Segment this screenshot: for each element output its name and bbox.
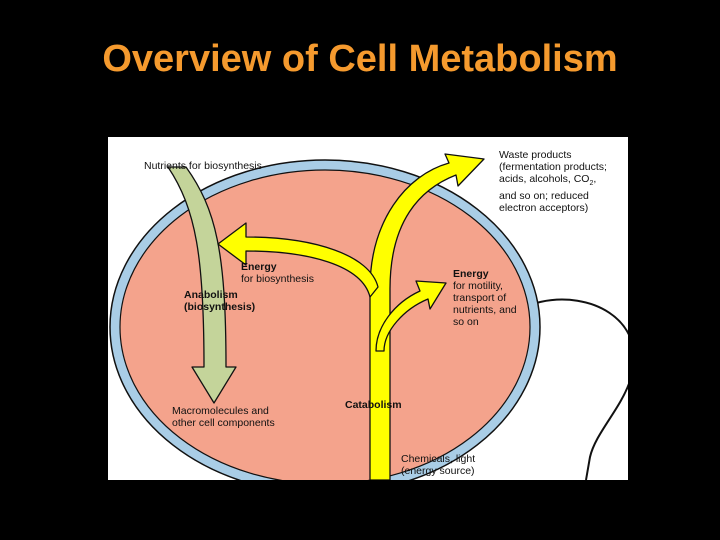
cell-metabolism-diagram bbox=[108, 137, 628, 480]
slide-title: Overview of Cell Metabolism bbox=[102, 38, 618, 80]
energy-biosynthesis-label: Energy for biosynthesis bbox=[241, 261, 314, 285]
waste-products-label: Waste products (fermentation products; acids, alcohols, $CO_2$, and so on; reduced electron acceptors) bbox=[499, 149, 607, 215]
anabolism-label: Anabolism (biosynthesis) bbox=[184, 289, 256, 313]
macromolecules-label: Macromolecules and other cell components bbox=[172, 405, 275, 429]
catabolism-label: Catabolism bbox=[345, 399, 402, 411]
energy-motility-label: Energy for motility, transport of nutrients, and so on bbox=[453, 268, 517, 328]
nutrients-label: Nutrients for biosynthesis bbox=[144, 160, 262, 172]
energy-source-label: Chemicals, light (energy source) bbox=[401, 453, 476, 477]
